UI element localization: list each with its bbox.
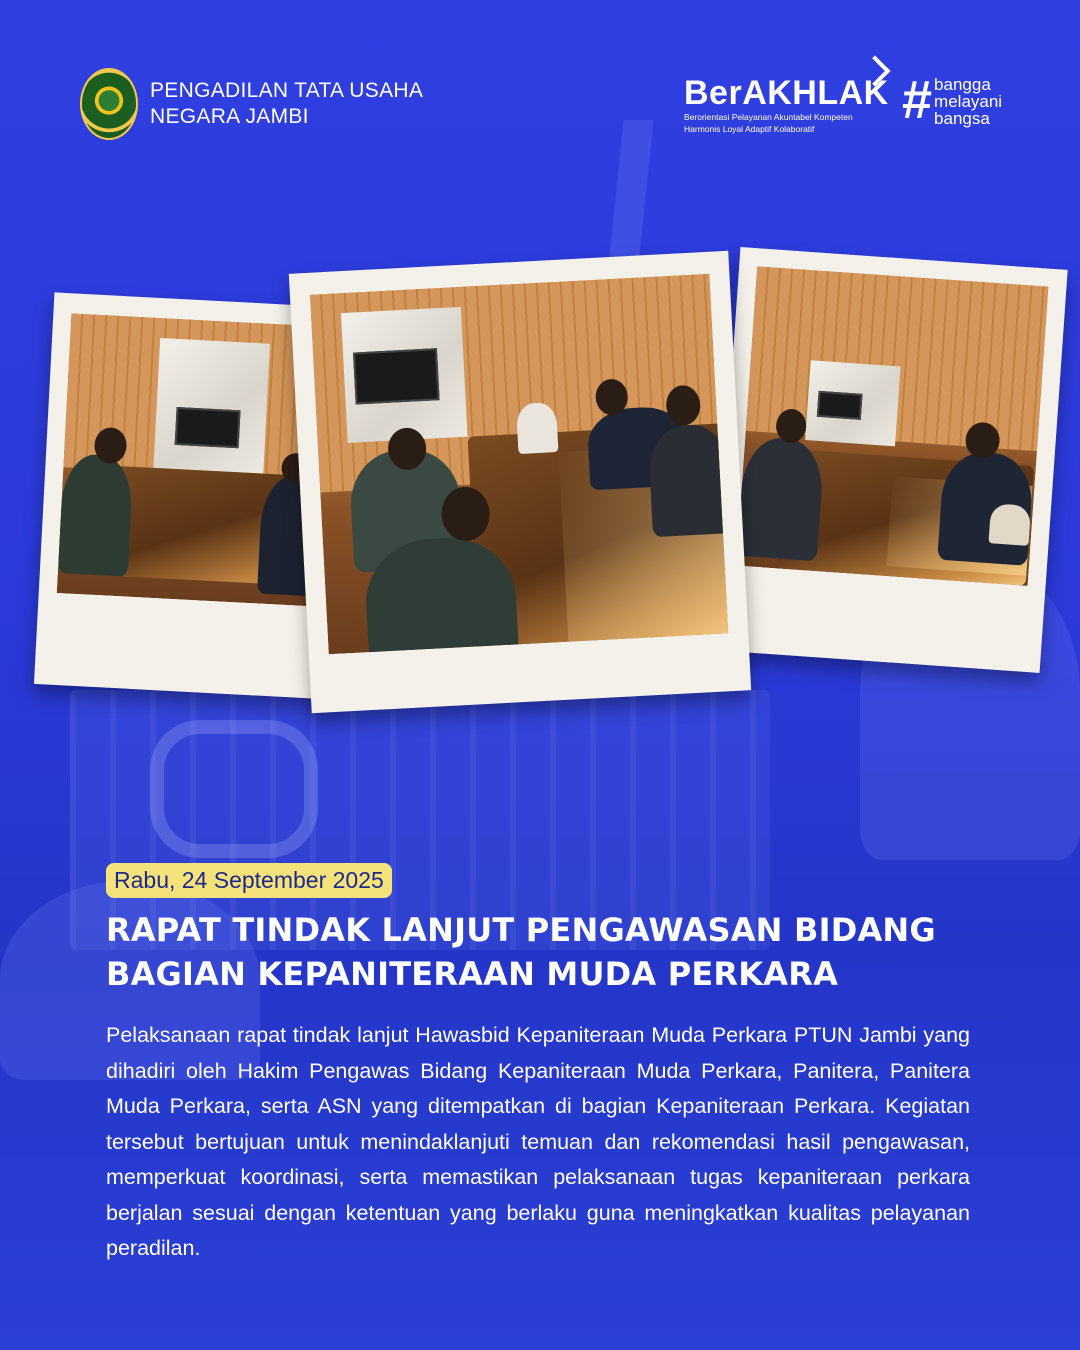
court-name xyxy=(150,78,423,130)
hashtag-word-3: bangsa xyxy=(934,109,990,128)
meeting-photo-center xyxy=(310,274,728,654)
meeting-photo-right xyxy=(736,266,1048,586)
court-name-line2: NEGARA JAMBI xyxy=(150,105,309,128)
polaroid-right xyxy=(712,247,1067,673)
berakhlak-subtitle-line1: Berorientasi Pelayanan Akuntabel Kompeten xyxy=(684,112,853,122)
post-title xyxy=(106,908,1006,996)
hashtag-words xyxy=(934,76,1002,127)
polaroid-center xyxy=(289,251,751,713)
bangga-melayani-bangsa-logo xyxy=(902,70,1003,130)
post-title-line2: BAGIAN KEPANITERAAN MUDA PERKARA xyxy=(106,955,839,993)
post-body: Pelaksanaan rapat tindak lanjut Hawasbid Kepaniteraan Muda Perkara PTUN Jambi yang dihadiri oleh Hakim Pengawas Bidang Kepaniteraan Muda Perkara, Panitera, Panitera Muda Perkara, serta ASN yang ditempatkan di bagian Kepaniteraan Perkara. Kegiatan tersebut bertujuan untuk menindaklanjuti temuan dan rekomendasi hasil pengawasan, memperkuat koordinasi, serta memastikan pelaksanaan tugas kepaniteraan perkara berjalan sesuai dengan ketentuan yang berlaku guna meningkatkan kualitas pelayanan peradilan. xyxy=(106,1023,970,1260)
court-logo-block xyxy=(80,68,423,140)
hashtag-icon: # xyxy=(902,70,933,130)
berakhlak-subtitle-line2: Harmonis Loyal Adaptif Kolaboratif xyxy=(684,124,815,134)
court-seal-icon xyxy=(80,68,138,140)
hashtag-word-2: melayani xyxy=(934,92,1003,111)
background-anniversary-emblem xyxy=(150,720,318,858)
berakhlak-logo xyxy=(684,76,889,134)
berakhlak-title: BerAKHLAK xyxy=(684,74,889,112)
hashtag-word-1: bangga xyxy=(934,75,991,94)
court-name-line1: PENGADILAN TATA USAHA xyxy=(150,79,424,102)
date-badge: Rabu, 24 September 2025 xyxy=(106,863,392,898)
post-title-line1: RAPAT TINDAK LANJUT PENGAWASAN BIDANG xyxy=(106,911,936,949)
